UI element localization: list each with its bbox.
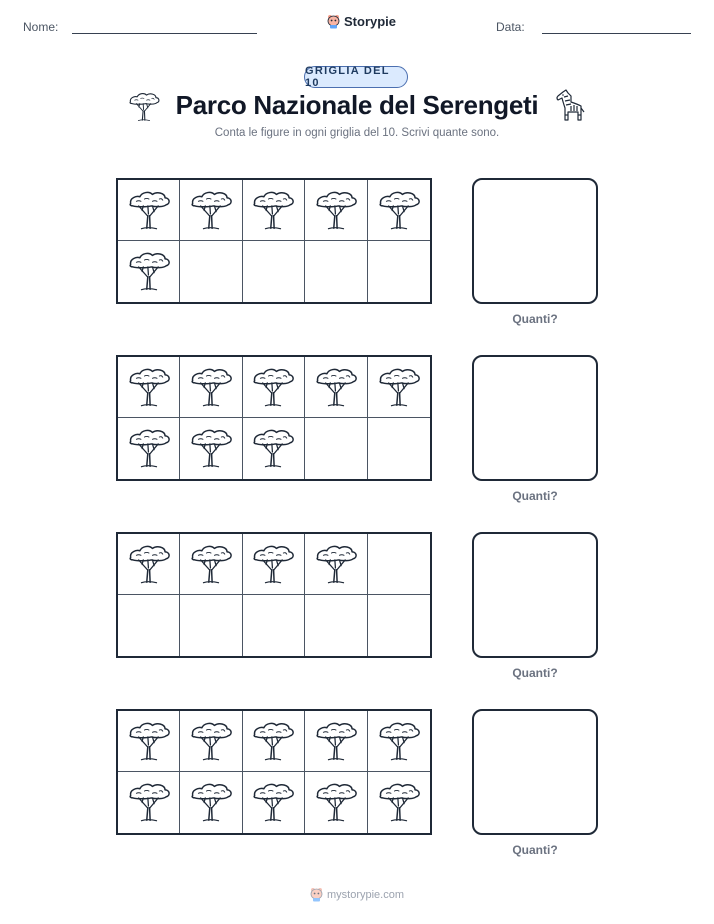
frame-cell <box>368 772 430 833</box>
acacia-tree-icon <box>126 545 172 584</box>
frame-cell <box>243 241 305 302</box>
acacia-tree-icon <box>313 368 359 407</box>
frame-cell <box>118 180 180 241</box>
acacia-tree-icon <box>313 191 359 230</box>
acacia-tree-icon <box>376 722 422 761</box>
quanti-label-2: Quanti? <box>512 489 558 503</box>
quanti-label-4: Quanti? <box>512 843 558 857</box>
acacia-tree-icon <box>188 783 234 822</box>
storypie-mascot-icon <box>310 887 323 902</box>
acacia-tree-icon <box>188 429 234 468</box>
acacia-tree-icon <box>376 368 422 407</box>
acacia-tree-icon <box>126 429 172 468</box>
ten-frame-4 <box>116 709 432 835</box>
frame-cell <box>305 711 367 772</box>
ten-frame-1 <box>116 178 432 304</box>
brand-logo <box>327 14 396 29</box>
frame-cell <box>243 595 305 656</box>
acacia-tree-icon <box>126 783 172 822</box>
frame-cell <box>118 241 180 302</box>
frame-cell <box>368 595 430 656</box>
name-label: Nome: <box>23 20 59 34</box>
page-title: Parco Nazionale del Serengeti <box>175 90 539 120</box>
answer-box-2[interactable] <box>472 355 598 481</box>
frame-cell <box>368 711 430 772</box>
frame-cell <box>243 711 305 772</box>
frame-cell <box>305 534 367 595</box>
acacia-tree-icon <box>188 722 234 761</box>
acacia-tree-icon <box>188 545 234 584</box>
storypie-mascot-icon <box>327 14 340 29</box>
frame-cell <box>305 595 367 656</box>
acacia-tree-icon <box>250 783 296 822</box>
frame-cell <box>368 357 430 418</box>
footer-url[interactable]: mystorypie.com <box>326 888 405 901</box>
instructions: Conta le figure in ogni griglia del 10. Scrivi quante sono. <box>214 127 500 139</box>
acacia-tree-icon <box>188 368 234 407</box>
acacia-tree-icon <box>250 722 296 761</box>
frame-cell <box>368 418 430 479</box>
frame-cell <box>180 418 242 479</box>
footer <box>0 887 714 902</box>
frame-cell <box>368 534 430 595</box>
frame-cell <box>180 241 242 302</box>
answer-box-4[interactable] <box>472 709 598 835</box>
frame-cell <box>180 711 242 772</box>
acacia-tree-icon <box>376 783 422 822</box>
frame-cell <box>118 357 180 418</box>
answer-box-1[interactable] <box>472 178 598 304</box>
acacia-tree-icon <box>126 368 172 407</box>
quanti-label-3: Quanti? <box>512 666 558 680</box>
name-line <box>72 33 257 34</box>
acacia-tree-icon <box>250 545 296 584</box>
ten-frame-3 <box>116 532 432 658</box>
ten-frame-2 <box>116 355 432 481</box>
acacia-tree-icon <box>250 368 296 407</box>
frame-cell <box>180 772 242 833</box>
frame-cell <box>243 534 305 595</box>
acacia-tree-icon <box>376 191 422 230</box>
acacia-tree-icon <box>313 783 359 822</box>
acacia-tree-icon <box>126 722 172 761</box>
acacia-tree-icon <box>313 722 359 761</box>
answer-box-3[interactable] <box>472 532 598 658</box>
quanti-label-1: Quanti? <box>512 312 558 326</box>
frame-cell <box>305 418 367 479</box>
frame-cell <box>118 418 180 479</box>
acacia-tree-icon <box>313 545 359 584</box>
frame-cell <box>118 595 180 656</box>
frame-cell <box>368 180 430 241</box>
date-label: Data: <box>496 20 525 34</box>
frame-cell <box>305 357 367 418</box>
frame-cell <box>180 180 242 241</box>
frame-cell <box>118 772 180 833</box>
frame-cell <box>180 357 242 418</box>
frame-cell <box>118 534 180 595</box>
frame-cell <box>305 241 367 302</box>
acacia-tree-icon <box>250 191 296 230</box>
frame-cell <box>180 595 242 656</box>
acacia-tree-icon <box>188 191 234 230</box>
frame-cell <box>243 357 305 418</box>
frame-cell <box>118 711 180 772</box>
brand-name: Storypie <box>344 14 397 29</box>
frame-cell <box>305 180 367 241</box>
acacia-tree-icon <box>250 429 296 468</box>
date-line <box>542 33 691 34</box>
acacia-tree-icon <box>126 252 172 291</box>
acacia-tree-icon <box>126 191 172 230</box>
zebra-icon <box>555 88 587 124</box>
worksheet-type-badge: GRIGLIA DEL 10 <box>304 66 408 88</box>
frame-cell <box>243 418 305 479</box>
acacia-tree-icon <box>127 92 161 122</box>
frame-cell <box>305 772 367 833</box>
frame-cell <box>243 180 305 241</box>
frame-cell <box>368 241 430 302</box>
frame-cell <box>180 534 242 595</box>
frame-cell <box>243 772 305 833</box>
